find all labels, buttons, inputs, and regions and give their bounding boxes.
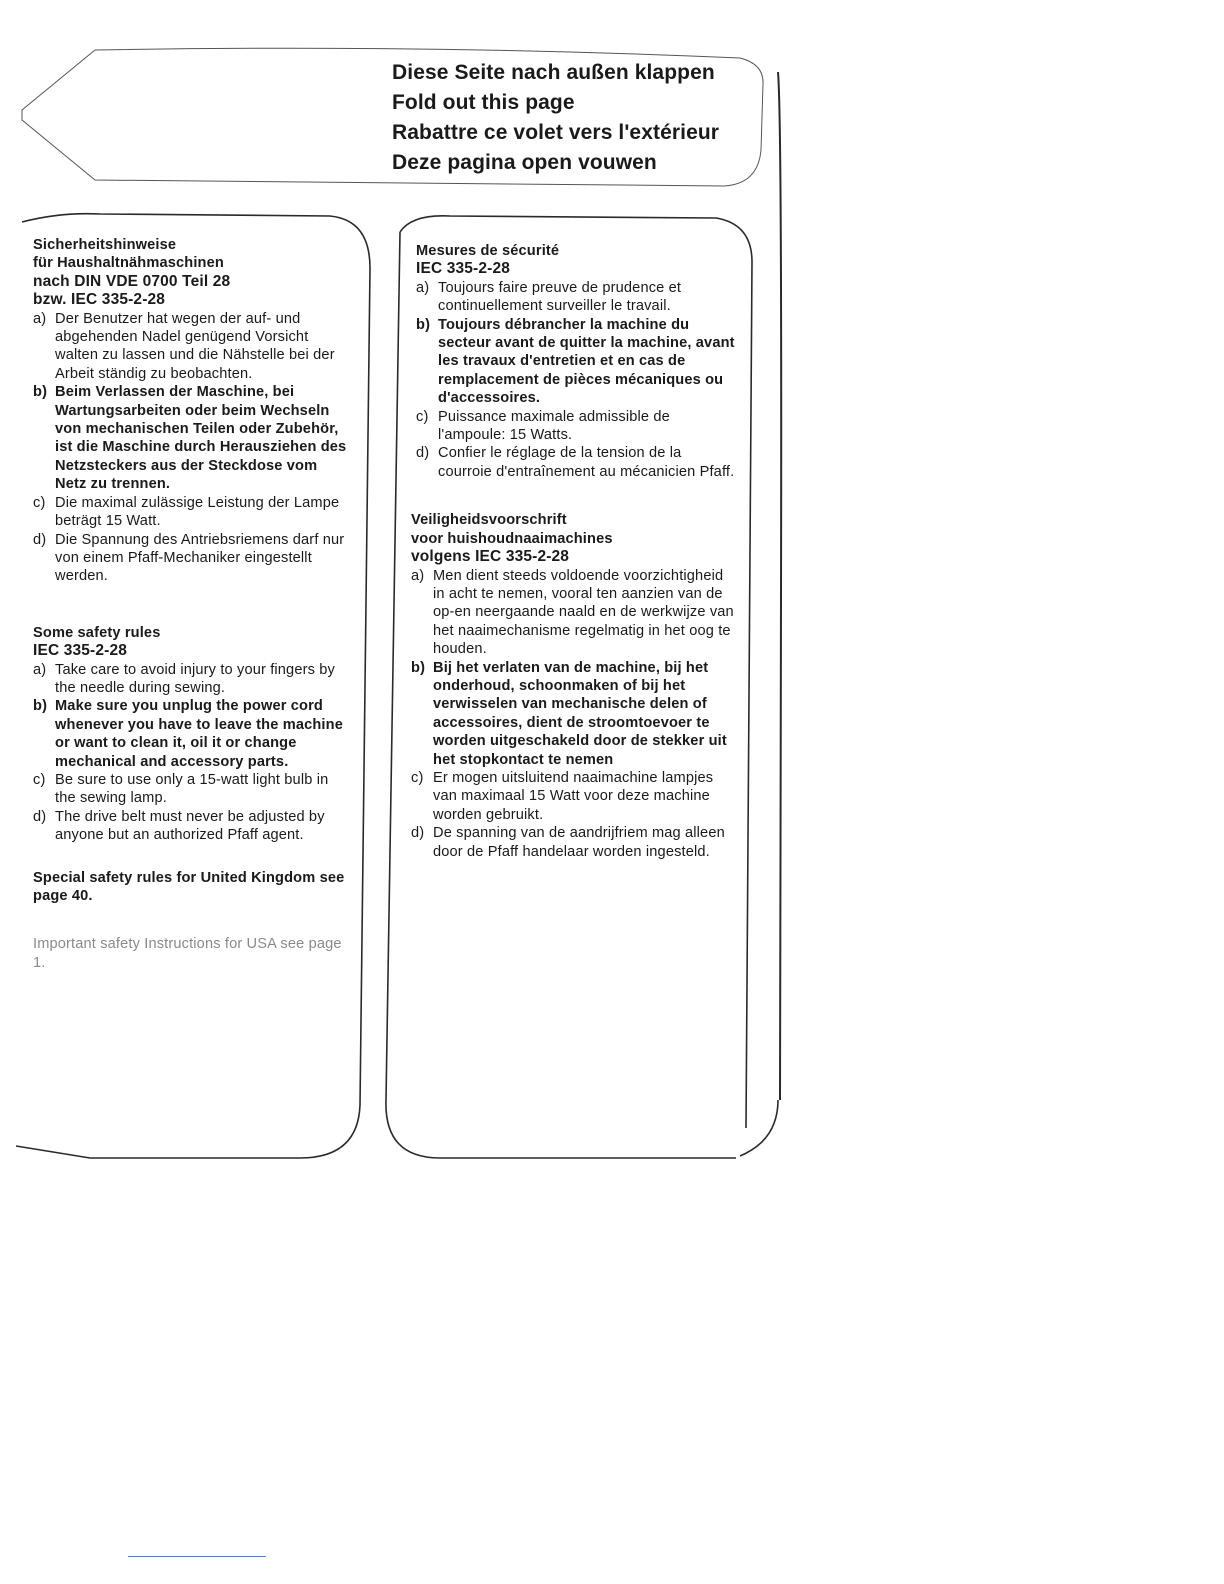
rule-letter: a): [416, 279, 430, 296]
nl-rule-b: [411, 659, 736, 769]
rule-letter: d): [33, 808, 47, 825]
rule-letter: d): [411, 825, 425, 842]
rule-text: Der Benutzer hat wegen der auf- und abgehenden Nadel genügend Vorsicht walten zu lassen und die Nähstelle bei der Arbeit ständig zu beobachten.: [55, 310, 335, 382]
rule-letter: b): [33, 698, 48, 715]
de-heading-line-1: Sicherheitshinweise: [33, 237, 177, 253]
rule-text: The drive belt must never be adjusted by anyone but an authorized Pfaff agent.: [55, 808, 325, 844]
de-rule-d: [33, 531, 351, 586]
rule-letter: b): [33, 384, 48, 401]
nl-heading-line-2: voor huishoudnaaimachines: [411, 530, 613, 547]
rule-letter: c): [411, 769, 424, 786]
en-rule-d: [33, 808, 351, 845]
de-heading-line-3: nach DIN VDE 0700 Teil 28: [33, 272, 231, 290]
nl-rule-a: [411, 567, 736, 659]
fold-notice-nl: Deze pagina open vouwen: [392, 151, 657, 174]
fr-standard: IEC 335-2-28: [416, 260, 510, 278]
de-rule-a: [33, 310, 351, 384]
bottom-blue-rule: [128, 1556, 266, 1557]
fold-out-notice: [392, 58, 752, 178]
right-panel: [411, 242, 736, 861]
rule-text: Toujours faire preuve de prudence et continuellement surveiller le travail.: [438, 279, 682, 315]
en-heading: Some safety rules: [33, 624, 161, 641]
nl-standard: volgens IEC 335-2-28: [411, 548, 570, 566]
rule-letter: a): [33, 661, 47, 678]
fr-rule-c: [416, 408, 736, 445]
left-panel: [33, 236, 351, 972]
rule-text: Confier le réglage de la tension de la courroie d'entraînement au mécanicien Pfaff.: [438, 445, 735, 480]
rule-text: Men dient steeds voldoende voorzichtigheid in acht te nemen, vooral ten aanzien van de op-en neergaande naald en de werkwijze van het naaimechanisme regelmatig in het oog te houden.: [433, 567, 734, 658]
fold-notice-fr: Rabattre ce volet vers l'extérieur: [392, 121, 720, 144]
rule-letter: d): [33, 531, 47, 548]
rule-text: Puissance maximale admissible de l'ampoule: 15 Watts.: [438, 408, 670, 444]
en-section: [33, 624, 351, 845]
rule-text: Make sure you unplug the power cord whenever you have to leave the machine or want to clean it, oil it or change mechanical and accessory parts.: [55, 698, 343, 770]
rule-text: Be sure to use only a 15-watt light bulb in the sewing lamp.: [55, 771, 329, 807]
rule-text: Take care to avoid injury to your fingers by the needle during sewing.: [55, 661, 335, 696]
page-curl: [740, 1100, 778, 1156]
fr-rule-b: [416, 316, 736, 408]
fr-section: [416, 242, 736, 481]
uk-safety-note: Special safety rules for United Kingdom see page 40.: [33, 869, 345, 904]
page-edge-line: [778, 72, 781, 1100]
de-section: [33, 236, 351, 586]
rule-text: Die Spannung des Antriebsriemens darf nur von einem Pfaff-Mechaniker eingestellt werden.: [55, 531, 345, 585]
de-heading-line-2: für Haushaltnähmaschinen: [33, 255, 224, 272]
usa-safety-note: Important safety Instructions for USA see page 1.: [33, 936, 342, 971]
nl-rule-c: [411, 769, 736, 824]
fr-rule-a: [416, 279, 736, 316]
en-standard: IEC 335-2-28: [33, 642, 127, 660]
rule-letter: c): [33, 771, 46, 788]
rule-letter: c): [33, 494, 46, 511]
fold-notice-de: Diese Seite nach außen klappen: [392, 61, 715, 84]
rule-letter: a): [33, 310, 47, 327]
fr-rule-d: [416, 444, 736, 481]
nl-section: [411, 511, 736, 861]
fr-heading: Mesures de sécurité: [416, 243, 560, 259]
rule-text: Toujours débrancher la machine du secteur avant de quitter la machine, avant les travaux d'entretien et en cas de remplacement de pièces mécaniques ou d'accessoires.: [438, 316, 735, 407]
rule-text: Bij het verlaten van de machine, bij het onderhoud, schoonmaken of bij het verwisselen van mechanische delen of accessoires, dient de stroomtoevoer te worden uitgeschakeld door de stekker uit het stopkontact te nemen: [433, 659, 727, 768]
nl-rule-d: [411, 824, 736, 861]
nl-heading-line-1: Veiligheidsvoorschrift: [411, 512, 567, 529]
en-rule-c: [33, 771, 351, 808]
rule-letter: b): [416, 316, 431, 333]
de-heading-line-4: bzw. IEC 335-2-28: [33, 291, 166, 309]
rule-text: Er mogen uitsluitend naaimachine lampjes van maximaal 15 Watt voor deze machine worden gebruikt.: [433, 769, 714, 823]
en-rule-a: [33, 661, 351, 698]
fold-notice-en: Fold out this page: [392, 91, 575, 114]
rule-letter: d): [416, 445, 430, 462]
rule-text: De spanning van de aandrijfriem mag alleen door de Pfaff handelaar worden ingesteld.: [433, 825, 725, 860]
en-rule-b: [33, 697, 351, 771]
rule-letter: b): [411, 659, 426, 676]
de-rule-c: [33, 494, 351, 531]
rule-letter: c): [416, 408, 429, 425]
rule-letter: a): [411, 567, 425, 584]
de-rule-b: [33, 383, 351, 493]
rule-text: Die maximal zulässige Leistung der Lampe beträgt 15 Watt.: [55, 494, 340, 530]
rule-text: Beim Verlassen der Maschine, bei Wartungsarbeiten oder beim Wechseln von mechanischen Teilen oder Zubehör, ist die Maschine durch Herausziehen des Netzsteckers aus der Steckdose vom Netz zu trennen.: [55, 384, 347, 493]
